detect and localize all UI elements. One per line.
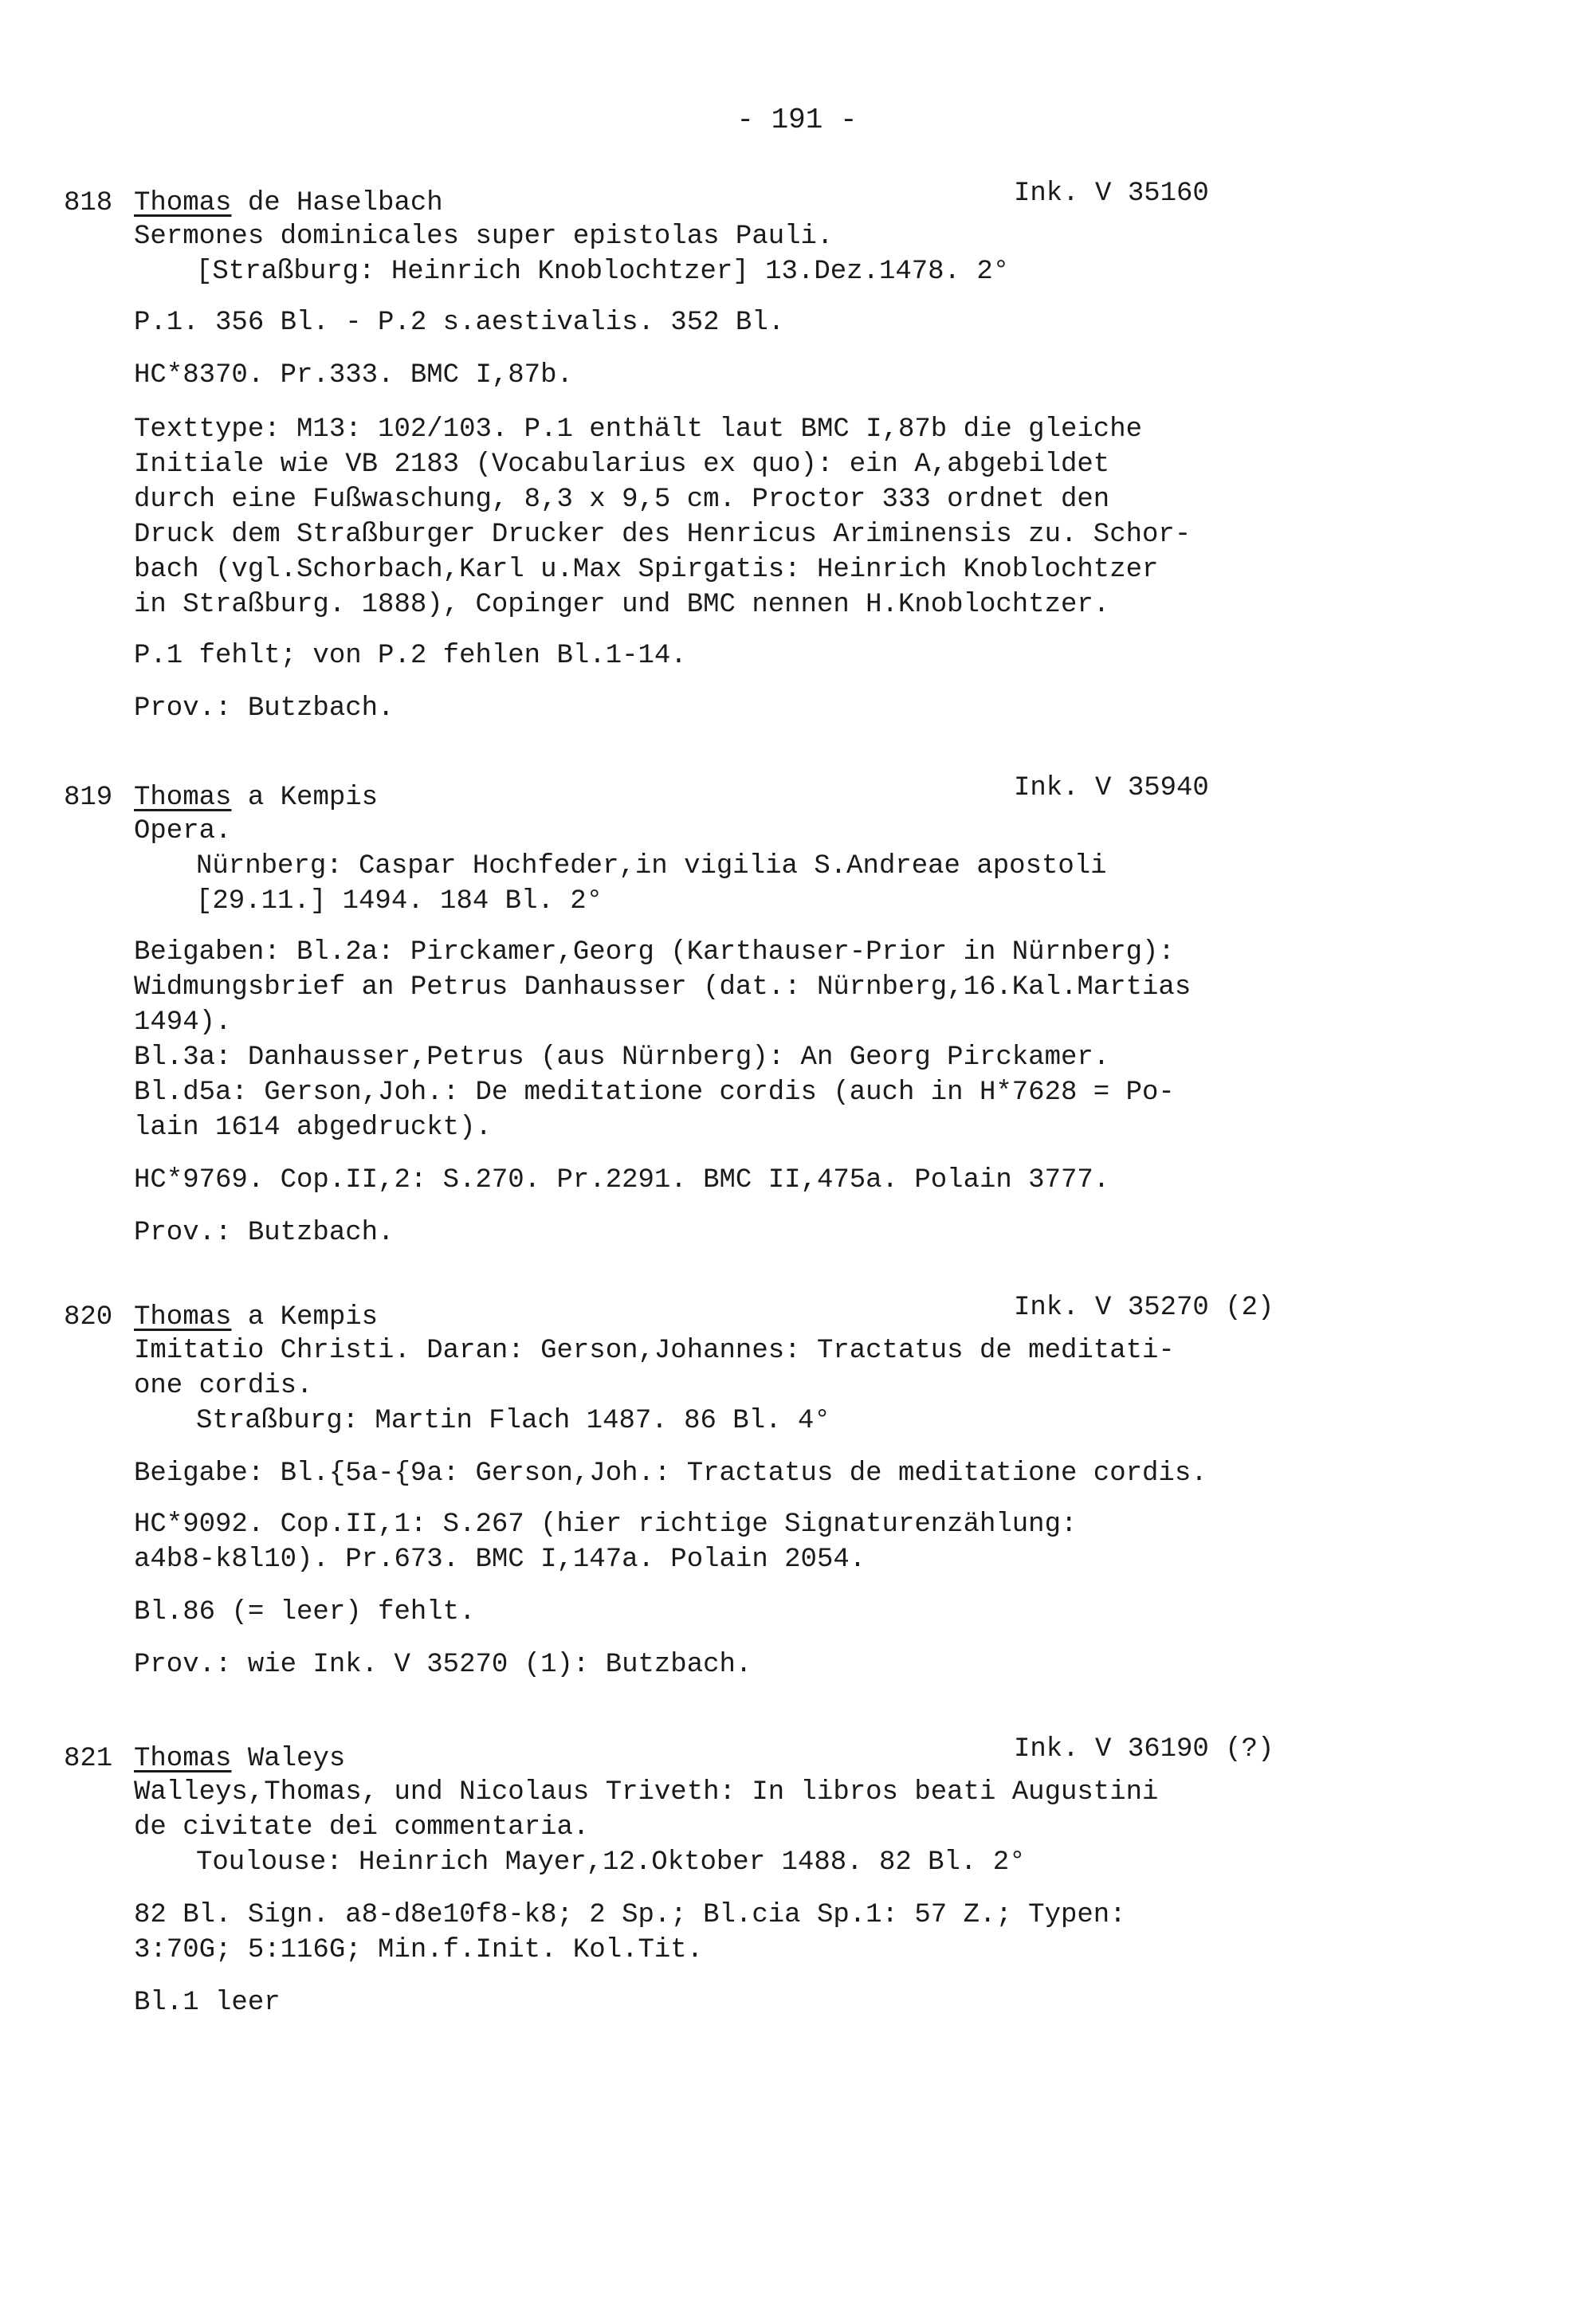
- author-name: Thomas: [134, 188, 232, 218]
- author-rest: de Haselbach: [231, 188, 443, 218]
- entry-line: lain 1614 abgedruckt).: [134, 1113, 492, 1143]
- entry-line: Prov.: wie Ink. V 35270 (1): Butzbach.: [134, 1650, 752, 1680]
- entry-line: in Straßburg. 1888), Copinger und BMC nennen H.Knoblochtzer.: [134, 590, 1110, 620]
- shelfmark: Ink. V 35160: [1014, 179, 1209, 209]
- entry-line: Bl.1 leer: [134, 1988, 281, 2018]
- entry-line: HC*9092. Cop.II,1: S.267 (hier richtige Signaturenzählung:: [134, 1509, 1078, 1540]
- entry-line: HC*8370. Pr.333. BMC I,87b.: [134, 360, 573, 391]
- author-name: Thomas: [134, 1302, 232, 1333]
- entry-line: Druck dem Straßburger Drucker des Henricus Ariminensis zu. Schor-: [134, 520, 1192, 550]
- entry-heading: [134, 779, 378, 816]
- entry-line: de civitate dei commentaria.: [134, 1812, 590, 1843]
- entry-line: Prov.: Butzbach.: [134, 693, 395, 724]
- shelfmark: Ink. V 36190 (?): [1014, 1734, 1274, 1765]
- entry-line: Bl.3a: Danhausser,Petrus (aus Nürnberg): An Georg Pirckamer.: [134, 1042, 1110, 1073]
- entry-line: 1494).: [134, 1007, 232, 1038]
- entry-line: P.1 fehlt; von P.2 fehlen Bl.1-14.: [134, 641, 687, 671]
- entry-number: 819: [64, 783, 113, 813]
- entry-line: Widmungsbrief an Petrus Danhausser (dat.: Nürnberg,16.Kal.Martias: [134, 972, 1192, 1003]
- entry-number: 821: [64, 1744, 113, 1774]
- entry-number: 818: [64, 188, 113, 218]
- author-rest: Waleys: [231, 1744, 346, 1774]
- entry-line: Beigabe: Bl.{5a-{9a: Gerson,Joh.: Tractatus de meditatione cordis.: [134, 1458, 1207, 1489]
- entry-heading: [134, 1741, 345, 1777]
- shelfmark: Ink. V 35270 (2): [1014, 1293, 1274, 1323]
- author-rest: a Kempis: [231, 1302, 379, 1333]
- entry-line: Sermones dominicales super epistolas Pauli.: [134, 222, 834, 252]
- entry-line: Beigaben: Bl.2a: Pirckamer,Georg (Karthauser-Prior in Nürnberg):: [134, 937, 1175, 968]
- entry-line: 3:70G; 5:116G; Min.f.Init. Kol.Tit.: [134, 1935, 704, 1965]
- entry-line: P.1. 356 Bl. - P.2 s.aestivalis. 352 Bl.: [134, 308, 785, 338]
- entry-heading: [134, 1299, 378, 1336]
- entry-line: Straßburg: Martin Flach 1487. 86 Bl. 4°: [196, 1406, 830, 1436]
- entry-line: one cordis.: [134, 1371, 313, 1401]
- entry-line: Nürnberg: Caspar Hochfeder,in vigilia S.Andreae apostoli: [196, 851, 1107, 881]
- entry-line: Bl.d5a: Gerson,Joh.: De meditatione cordis (auch in H*7628 = Po-: [134, 1078, 1175, 1108]
- author-rest: a Kempis: [231, 783, 379, 813]
- entry-line: 82 Bl. Sign. a8-d8e10f8-k8; 2 Sp.; Bl.cia Sp.1: 57 Z.; Typen:: [134, 1900, 1126, 1930]
- entry-line: Bl.86 (= leer) fehlt.: [134, 1597, 476, 1627]
- entry-line: [29.11.] 1494. 184 Bl. 2°: [196, 886, 603, 917]
- entry-line: Opera.: [134, 816, 232, 846]
- entry-line: Prov.: Butzbach.: [134, 1218, 395, 1248]
- entry-line: Imitatio Christi. Daran: Gerson,Johannes: Tractatus de meditati-: [134, 1336, 1175, 1366]
- entry-line: a4b8-k8l10). Pr.673. BMC I,147a. Polain 2054.: [134, 1545, 866, 1575]
- entry-line: Walleys,Thomas, und Nicolaus Triveth: In libros beati Augustini: [134, 1777, 1159, 1808]
- entry-line: Initiale wie VB 2183 (Vocabularius ex quo): ein A,abgebildet: [134, 449, 1110, 480]
- author-name: Thomas: [134, 1744, 232, 1774]
- entry-line: durch eine Fußwaschung, 8,3 x 9,5 cm. Proctor 333 ordnet den: [134, 485, 1110, 515]
- entry-line: Toulouse: Heinrich Mayer,12.Oktober 1488. 82 Bl. 2°: [196, 1847, 1026, 1878]
- page-number: - 191 -: [736, 104, 858, 136]
- entry-heading: [134, 185, 443, 222]
- author-name: Thomas: [134, 783, 232, 813]
- entry-line: Texttype: M13: 102/103. P.1 enthält laut BMC I,87b die gleiche: [134, 414, 1143, 445]
- entry-line: HC*9769. Cop.II,2: S.270. Pr.2291. BMC II,475a. Polain 3777.: [134, 1165, 1110, 1195]
- entry-line: bach (vgl.Schorbach,Karl u.Max Spirgatis: Heinrich Knoblochtzer: [134, 555, 1159, 585]
- shelfmark: Ink. V 35940: [1014, 773, 1209, 803]
- entry-number: 820: [64, 1302, 113, 1333]
- entry-line: [Straßburg: Heinrich Knoblochtzer] 13.Dez.1478. 2°: [196, 257, 1010, 287]
